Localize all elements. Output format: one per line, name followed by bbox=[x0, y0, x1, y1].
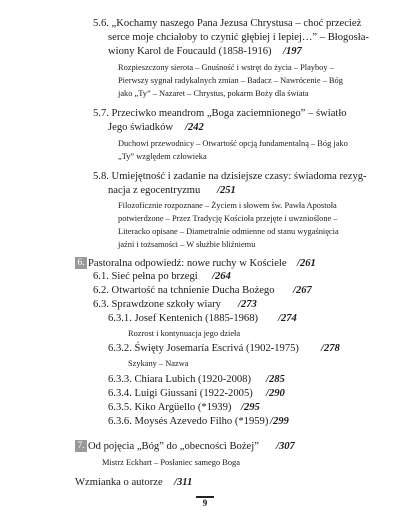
entry-subtopics: Pierwszy sygnał radykalnych zmian – Badacz – Nawrócenie – Bóg bbox=[118, 76, 343, 85]
section-title: 6.3. Sprawdzone szkoły wiary bbox=[93, 299, 221, 310]
subsection-subtopics: Szykany – Nazwa bbox=[128, 359, 189, 368]
page-number: /295 bbox=[241, 402, 260, 413]
subsection-subtopics: Rozrost i kontynuacja jego dzieła bbox=[128, 329, 241, 338]
subsection-title: 6.3.6. Moysés Azevedo Filho (*1959) bbox=[108, 416, 269, 427]
chapter-subtopics: Mistrz Eckhart – Posłaniec samego Boga bbox=[102, 458, 240, 467]
page-number: /311 bbox=[174, 477, 193, 488]
entry-title-line: 5.8. Umiejętność i zadanie na dzisiejsze czasy: świadoma rezyg- bbox=[93, 171, 367, 182]
page-number: /285 bbox=[266, 374, 285, 385]
entry-title-line: 5.6. „Kochamy naszego Pana Jezusa Chrystusa – choć przecież bbox=[93, 18, 362, 29]
page-number: /290 bbox=[266, 388, 285, 399]
page-number: /299 bbox=[270, 416, 289, 427]
entry-subtopics: „Ty” względem człowieka bbox=[118, 152, 207, 161]
section-title: 6.1. Sieć pełna po brzegi bbox=[93, 271, 198, 282]
subsection-title: 6.3.2. Święty Josemaría Escrivá (1902-1975) bbox=[108, 343, 299, 354]
page-number: /307 bbox=[276, 441, 295, 452]
entry-title-line: serce moje chciałoby to czynić głębiej i lepiej…” – Błogosła- bbox=[108, 32, 369, 43]
entry-subtopics: jaźni i tożsamości – W służbie bliźniemu bbox=[118, 240, 256, 249]
chapter-title: Pastoralna odpowiedź: nowe ruchy w Kościele bbox=[88, 258, 287, 269]
entry-title-line: nacja z egocentryzmu bbox=[108, 185, 201, 196]
page-number: /274 bbox=[278, 313, 297, 324]
page-folio: 9 bbox=[202, 498, 208, 508]
entry-title-line: 5.7. Przeciwko meandrom „Boga zaciemnionego” – światło bbox=[93, 108, 347, 119]
entry-title-line: wiony Karol de Foucauld (1858-1916) bbox=[108, 46, 272, 57]
entry-subtopics: Duchowi przewodnicy – Otwartość opcją fundamentalną – Bóg jako bbox=[118, 139, 348, 148]
page-number: /261 bbox=[297, 258, 316, 269]
page-number: /273 bbox=[238, 299, 257, 310]
page-number: /278 bbox=[321, 343, 340, 354]
page-number: /251 bbox=[217, 185, 236, 196]
author-note-title: Wzmianka o autorze bbox=[75, 477, 163, 488]
entry-subtopics: Filozoficznie rozpoznane – Życiem i słowem św. Pawła Apostoła bbox=[118, 201, 337, 210]
page-number: /242 bbox=[185, 122, 204, 133]
page-number: /197 bbox=[283, 46, 302, 57]
subsection-title: 6.3.5. Kiko Argüello (*1939) bbox=[108, 402, 232, 413]
page-number: /267 bbox=[293, 285, 312, 296]
page-number: /264 bbox=[212, 271, 231, 282]
chapter-number: 7. bbox=[75, 440, 87, 452]
chapter-number: 6. bbox=[75, 257, 87, 269]
entry-subtopics: potwierdzone – Przez Tradycję Kościoła przejęte i uwznioślone – bbox=[118, 214, 338, 223]
entry-subtopics: jako „Ty” – Nazaret – Chrystus, pokarm Boży dla świata bbox=[118, 89, 309, 98]
entry-subtopics: Literacko opisane – Diametralnie odmienne od stanu wygaśnięcia bbox=[118, 227, 339, 236]
section-title: 6.2. Otwartość na tchnienie Ducha Bożego bbox=[93, 285, 275, 296]
entry-title-line: Jego świadków bbox=[108, 122, 174, 133]
subsection-title: 6.3.4. Luigi Giussani (1922-2005) bbox=[108, 388, 253, 399]
subsection-title: 6.3.3. Chiara Lubich (1920-2008) bbox=[108, 374, 251, 385]
subsection-title: 6.3.1. Josef Kentenich (1885-1968) bbox=[108, 313, 259, 324]
chapter-title: Od pojęcia „Bóg” do „obecności Bożej” bbox=[88, 441, 259, 452]
entry-subtopics: Rozpieszczony sierota – Gnuśność i wstręt do życia – Playboy – bbox=[118, 63, 334, 72]
